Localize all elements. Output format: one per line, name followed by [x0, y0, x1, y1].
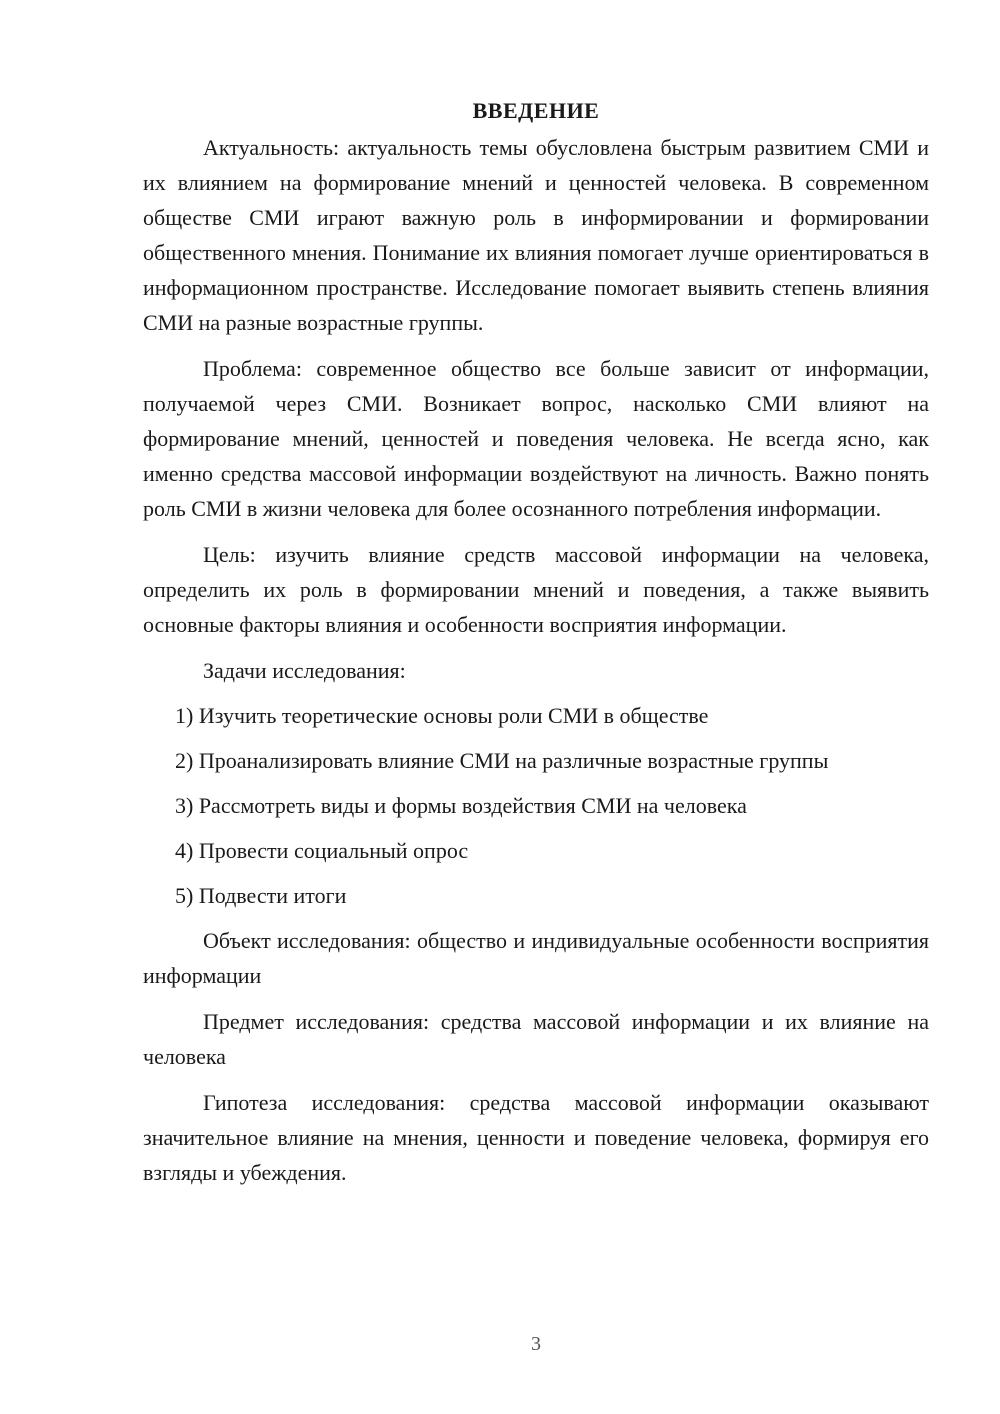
- section-title: ВВЕДЕНИЕ: [472, 98, 600, 123]
- problem-paragraph: Проблема: современное общество все больше зависит от информации, получаемой через СМИ. Возникает вопрос, насколько СМИ влияют на формирование мнений, ценностей и поведения человека. Не всегда ясно, как именно средства массовой информации воздействуют на личность. Важно понять роль СМИ в жизни человека для более осознанного потребления информации.: [143, 356, 929, 521]
- page-content: [143, 94, 929, 1201]
- subject-paragraph: Предмет исследования: средства массовой информации и их влияние на человека: [143, 1009, 929, 1069]
- relevance-paragraph: Актуальность: актуальность темы обусловлена быстрым развитием СМИ и их влиянием на формирование мнений и ценностей человека. В современном обществе СМИ играют важную роль в информировании и формировании общественного мнения. Понимание их влияния помогает лучше ориентироваться в информационном пространстве. Исследование помогает выявить степень влияния СМИ на разные возрастные группы.: [143, 135, 929, 335]
- task-item: 4) Провести социальный опрос: [175, 838, 469, 863]
- task-item: 3) Рассмотреть виды и формы воздействия СМИ на человека: [175, 793, 747, 818]
- task-item: 5) Подвести итоги: [175, 883, 347, 908]
- goal-paragraph: Цель: изучить влияние средств массовой информации на человека, определить их роль в формировании мнений и поведения, а также выявить основные факторы влияния и особенности восприятия информации.: [143, 542, 929, 637]
- task-item: 1) Изучить теоретические основы роли СМИ в обществе: [175, 703, 709, 728]
- hypothesis-paragraph: Гипотеза исследования: средства массовой информации оказывают значительное влияние на мнения, ценности и поведение человека, формируя его взгляды и убеждения.: [143, 1090, 929, 1185]
- tasks-heading: Задачи исследования:: [203, 658, 406, 683]
- object-paragraph: Объект исследования: общество и индивидуальные особенности восприятия информации: [143, 928, 929, 988]
- tasks-list: [143, 698, 929, 913]
- page-number: 3: [531, 1333, 541, 1355]
- task-item: 2) Проанализировать влияние СМИ на различные возрастные группы: [175, 748, 829, 773]
